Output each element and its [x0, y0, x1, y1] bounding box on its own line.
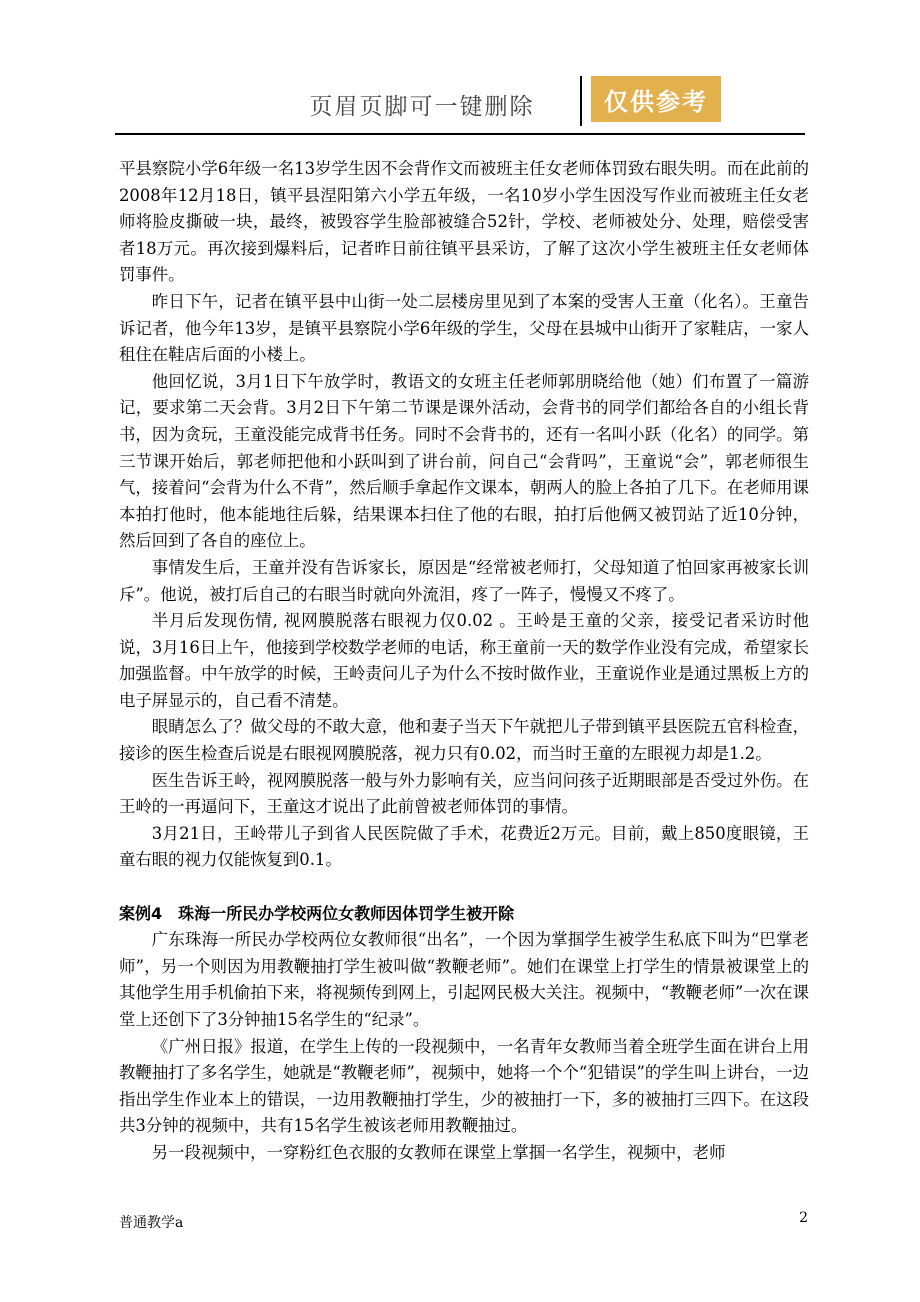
document-body: [119, 156, 809, 1167]
page-number: 2: [799, 1210, 808, 1226]
section-heading: 案例4 珠海一所民办学校两位女教师因体罚学生被开除: [119, 903, 515, 923]
header-divider: [580, 76, 582, 126]
header-rule: [115, 133, 805, 135]
paragraph: 半月后发现伤情, 视网膜脱落右眼视力仅0.02 。王岭是王童的父亲，接受记者采访时他说，3月16日上午，他接到学校数学老师的电话，称王童前一天的数学作业没有完成，希望家长加强监督。中午放学的时候，王岭责问儿子为什么不按时做作业，王童说作业是通过黑板上方的电子屏显示的，自己看不清楚。: [119, 611, 809, 710]
footer-label: 普通教学a: [119, 1215, 184, 1231]
paragraph: 平县察院小学6年级一名13岁学生因不会背作文而被班主任女老师体罚致右眼失明。而在此前的2008年12月18日，镇平县涅阳第六小学五年级，一名10岁小学生因没写作业而被班主任女老师将脸皮撕破一块，最终，被毁容学生脸部被缝合52针，学校、老师被处分、处理，赔偿受害者18万元。再次接到爆料后，记者昨日前往镇平县采访，了解了这次小学生被班主任女老师体罚事件。: [119, 159, 809, 285]
paragraph: 另一段视频中，一穿粉红色衣服的女教师在课堂上掌掴一名学生，视频中，老师: [151, 1142, 726, 1162]
paragraph: 《广州日报》报道，在学生上传的一段视频中，一名青年女教师当着全班学生面在讲台上用教鞭抽打了多名学生，她就是“教鞭老师”，视频中，她将一个个“犯错误”的学生叫上讲台，一边指出学生作业本上的错误，一边用教鞭抽打学生，少的被抽打一下，多的被抽打三四下。在这段共3分钟的视频中，共有15名学生被该老师用教鞭抽过。: [119, 1036, 809, 1136]
paragraph: 眼睛怎么了？做父母的不敢大意，他和妻子当天下午就把儿子带到镇平县医院五官科检查，接诊的医生检查后说是右眼视网膜脱落，视力只有0.02，而当时王童的左眼视力却是1.2。: [119, 717, 809, 764]
paragraph: 他回忆说，3月1日下午放学时，教语文的女班主任老师郭朋晓给他（她）们布置了一篇游记，要求第二天会背。3月2日下午第二节课是课外活动，会背书的同学们都给各自的小组长背书，因为贪玩，王童没能完成背书任务。同时不会背书的，还有一名叫小跃（化名）的同学。第三节课开始后，郭老师把他和小跃叫到了讲台前，问自己“会背吗”，王童说“会”，郭老师很生气，接着问“会背为什么不背”，然后顺手拿起作文课本，朝两人的脸上各拍了几下。在老师用课本拍打他时，他本能地往后躲，结果课本扫住了他的右眼，拍打后他俩又被罚站了近10分钟，然后回到了各自的座位上。: [119, 371, 809, 551]
paragraph: 3月21日，王岭带儿子到省人民医院做了手术，花费近2万元。目前，戴上850度眼镜，王童右眼的视力仅能恢复到0.1。: [119, 823, 809, 870]
header-title: 页眉页脚可一键删除: [309, 93, 535, 120]
paragraph: 广东珠海一所民办学校两位女教师很“出名”，一个因为掌掴学生被学生私底下叫为“巴掌老师”，另一个则因为用教鞭抽打学生被叫做“教鞭老师”。她们在课堂上打学生的情景被课堂上的其他学生用手机偷拍下来，将视频传到网上，引起网民极大关注。视频中，“教鞭老师”一次在课堂上还创下了3分钟抽15名学生的“纪录”。: [119, 930, 809, 1029]
reference-stamp: 仅供参考: [591, 76, 721, 122]
paragraph: 昨日下午，记者在镇平县中山街一处二层楼房里见到了本案的受害人王童（化名）。王童告诉记者，他今年13岁，是镇平县察院小学6年级的学生，父母在县城中山街开了家鞋店，一家人租住在鞋店后面的小楼上。: [119, 291, 809, 365]
paragraph: 医生告诉王岭，视网膜脱落一般与外力影响有关，应当问问孩子近期眼部是否受过外伤。在王岭的一再逼问下，王童这才说出了此前曾被老师体罚的事情。: [119, 770, 809, 817]
paragraph: 事情发生后，王童并没有告诉家长，原因是“经常被老师打，父母知道了怕回家再被家长训斥”。他说，被打后自己的右眼当时就向外流泪，疼了一阵子，慢慢又不疼了。: [119, 557, 809, 604]
